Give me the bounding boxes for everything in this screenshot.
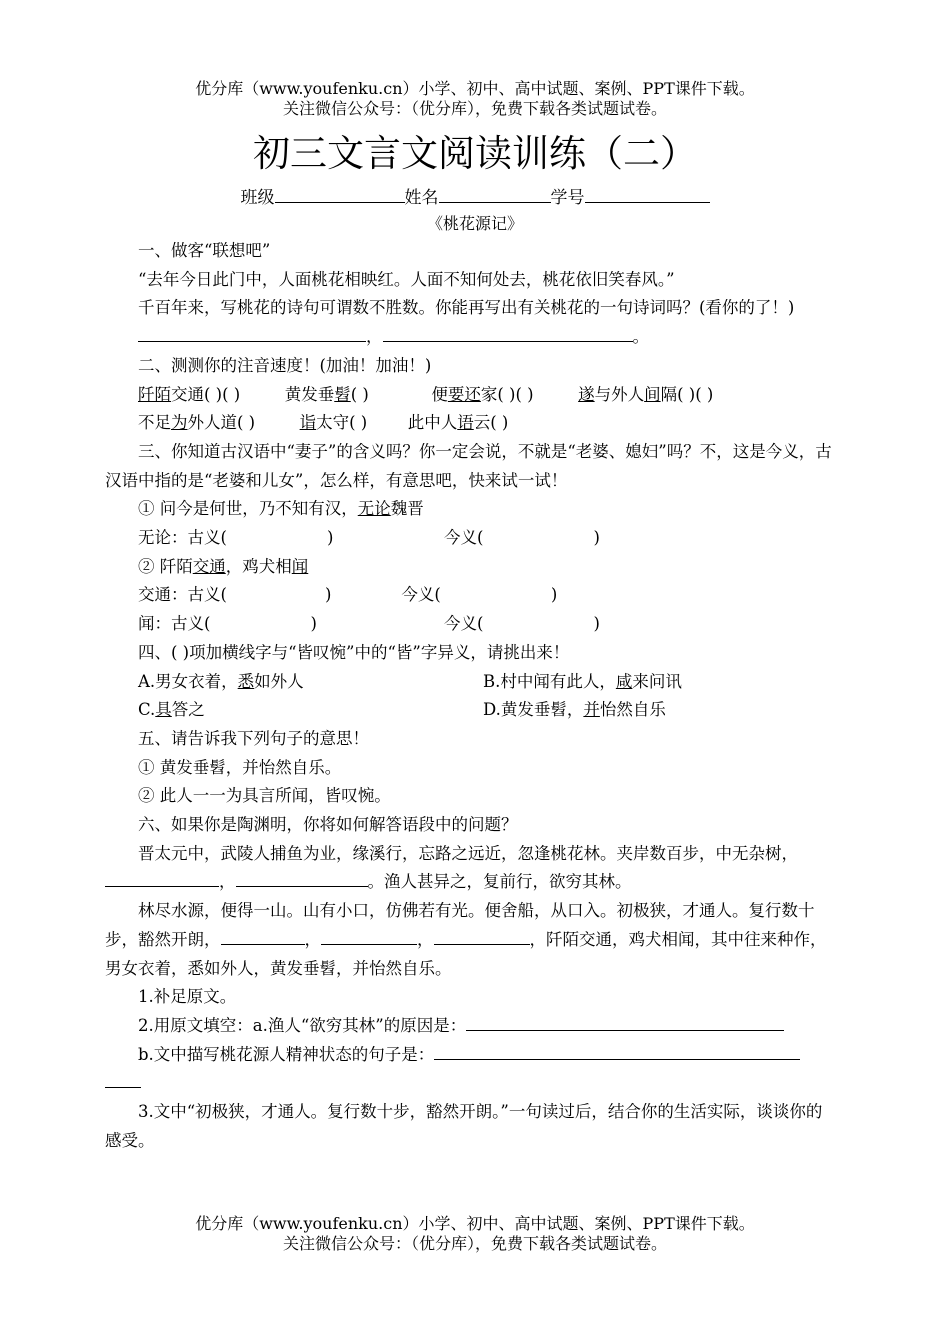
underlined-word: 遂 xyxy=(578,384,595,404)
section-3-q2-answer xyxy=(105,581,837,610)
underlined-word: 间 xyxy=(644,384,661,404)
section-3-q2 xyxy=(105,553,837,582)
section-1-answer-line xyxy=(105,323,837,352)
section-2-heading: 二、测测你的注音速度！(加油！加油！) xyxy=(138,355,432,375)
answer-blank-b[interactable] xyxy=(434,1041,800,1060)
pinyin-item-text: ( ) xyxy=(350,384,369,404)
paren-close: ) xyxy=(550,585,558,605)
options-row-2 xyxy=(105,696,837,725)
text-subtitle: 《桃花源记》 xyxy=(426,214,523,233)
underlined-word: 为 xyxy=(171,413,188,433)
section-6-heading: 六、如果你是陶渊明，你将如何解答语段中的问题？ xyxy=(138,815,518,835)
page-title: 初三文言文阅读训练（二） xyxy=(253,132,697,175)
section-3-q1 xyxy=(105,495,837,524)
section-6-passage-2 xyxy=(105,897,837,983)
passage-text: 。渔人甚异之，复前行，欲穷其林。 xyxy=(367,872,632,892)
footer-line-2: 关注微信公众号：（优分库），免费下载各类试题试卷。 xyxy=(282,1234,667,1253)
paren-close: ) xyxy=(310,614,317,634)
section-6-passage-1 xyxy=(105,840,837,897)
option-text: 答之 xyxy=(171,700,205,720)
jin-yi-label: 今义( xyxy=(444,614,484,634)
question-text: ① 问今是何世，乃不知有汉， xyxy=(138,499,358,519)
gu-yi-label: 闻：古义( xyxy=(138,614,211,634)
option-text: B.村中闻有此人， xyxy=(483,671,616,691)
underlined-word: 阡陌 xyxy=(138,384,171,404)
options-row-1 xyxy=(105,668,837,697)
underlined-word: 并 xyxy=(583,700,600,720)
fill-blank-4[interactable] xyxy=(321,926,417,945)
pinyin-row-1 xyxy=(105,381,837,410)
section-5-q1: ① 黄发垂髫，并怡然自乐。 xyxy=(138,757,342,777)
passage-text: ，阡陌交通，鸡犬相闻，其中往来种作，男女衣着，悉如外人，黄发垂髫，并怡然自乐。 xyxy=(105,929,827,978)
section-5-q2: ② 此人一一为具言所闻，皆叹惋。 xyxy=(138,786,391,806)
underlined-word: 闻 xyxy=(291,556,309,576)
underlined-word: 无论 xyxy=(357,499,391,519)
underlined-word: 悉 xyxy=(237,671,255,691)
name-label: 姓名 xyxy=(404,188,439,208)
pinyin-item-text: 太守( ) xyxy=(316,413,368,433)
question-text: 2.用原文填空：a.渔人“欲穷其林”的原因是： xyxy=(138,1015,467,1035)
name-field[interactable] xyxy=(439,184,551,203)
underlined-word: 要还 xyxy=(447,384,481,404)
option-c[interactable] xyxy=(138,696,483,725)
pinyin-item-6 xyxy=(300,413,368,432)
option-text: A.男女衣着， xyxy=(138,671,238,691)
pinyin-item-text: 此中人 xyxy=(407,413,458,433)
passage-text: ， xyxy=(304,929,321,949)
option-text: D.黄发垂髫， xyxy=(483,700,584,720)
number-label: 学号 xyxy=(550,188,585,208)
paren-close: ) xyxy=(326,528,334,548)
section-6-q2b-continued xyxy=(105,1069,837,1098)
answer-blank-1[interactable] xyxy=(138,323,366,342)
section-6-q2b xyxy=(105,1041,837,1070)
option-text: 怡然自乐 xyxy=(599,700,666,720)
pinyin-item-2 xyxy=(285,385,369,404)
question-text: ，鸡犬相 xyxy=(225,556,292,576)
class-field[interactable] xyxy=(275,184,405,203)
jin-yi-label: 今义( xyxy=(444,528,484,548)
pinyin-row-2 xyxy=(105,409,837,438)
section-6-q2 xyxy=(105,1012,837,1041)
pinyin-item-text: 外人道( ) xyxy=(187,413,256,433)
underlined-word: 髫 xyxy=(334,384,351,404)
answer-blank-a[interactable] xyxy=(466,1012,784,1031)
pinyin-item-text: 便 xyxy=(431,384,448,404)
passage-text: 林尽水源，便得一山。山有小口，仿佛若有光。便舍船，从口入。初极狭，才通人。复行数十步，豁然开朗， xyxy=(105,901,815,949)
pinyin-item-text: 交通( )( ) xyxy=(171,384,241,404)
underlined-word: 诣 xyxy=(299,413,317,433)
paren-close: ) xyxy=(593,528,600,548)
footer-line-1: 优分库（www.youfenku.cn）小学、初中、高中试题、案例、PPT课件下载。 xyxy=(195,1214,755,1233)
option-b[interactable] xyxy=(483,672,682,691)
passage-text: ， xyxy=(417,929,434,949)
section-1-poem: “去年今日此门中，人面桃花相映红。人面不知何处去，桃花依旧笑春风。” xyxy=(138,269,675,289)
option-a[interactable] xyxy=(138,668,483,697)
section-3-q3-answer xyxy=(105,610,837,639)
section-1-heading: 一、做客“联想吧” xyxy=(138,241,271,260)
student-info-line xyxy=(0,184,950,210)
pinyin-item-1 xyxy=(138,385,240,404)
question-text: 魏晋 xyxy=(390,499,424,519)
option-text: 来问讯 xyxy=(632,671,682,691)
period: 。 xyxy=(632,327,649,347)
option-d[interactable] xyxy=(483,700,666,719)
number-field[interactable] xyxy=(585,184,710,203)
option-text: 如外人 xyxy=(254,671,304,691)
passage-text: ， xyxy=(219,872,236,892)
underlined-word: 具 xyxy=(155,700,172,720)
fill-blank-5[interactable] xyxy=(434,926,530,945)
question-text: b.文中描写桃花源人精神状态的句子是： xyxy=(138,1044,435,1064)
section-3-heading: 三、你知道古汉语中“妻子”的含义吗？你一定会说，不就是“老婆、媳妇”吗？不，这是今义，古汉语中指的是“老婆和儿女”，怎么样，有意思吧，快来试一试！ xyxy=(105,441,832,490)
pinyin-item-5 xyxy=(138,413,255,432)
fill-blank-2[interactable] xyxy=(236,868,368,887)
answer-blank-b-tail[interactable] xyxy=(105,1069,141,1088)
answer-blank-2[interactable] xyxy=(383,323,633,342)
section-1-prompt: 千百年来，写桃花的诗句可谓数不胜数。你能再写出有关桃花的一句诗词吗？(看你的了！) xyxy=(138,298,795,318)
jin-yi-label: 今义( xyxy=(401,585,441,605)
exercise-body xyxy=(105,237,837,1156)
pinyin-item-text: 黄发垂 xyxy=(284,384,335,404)
section-4-heading: 四、( )项加横线字与“皆叹惋”中的“皆”字异义，请挑出来！ xyxy=(138,642,570,662)
section-6-q1: 1.补足原文。 xyxy=(138,987,237,1007)
class-label: 班级 xyxy=(240,188,275,208)
underlined-word: 交通 xyxy=(192,556,226,576)
underlined-word: 咸 xyxy=(615,671,633,691)
pinyin-item-3 xyxy=(431,385,533,404)
paren-close: ) xyxy=(593,614,600,634)
pinyin-item-text: 家( )( ) xyxy=(480,384,534,404)
comma: ， xyxy=(366,327,383,347)
gu-yi-label: 无论：古义( xyxy=(138,528,227,548)
passage-text: 晋太元中，武陵人捕鱼为业，缘溪行，忘路之远近，忽逢桃花林。夹岸数百步，中无杂树， xyxy=(138,843,798,863)
question-text: ② 阡陌 xyxy=(138,556,193,576)
pinyin-item-text: 隔( )( ) xyxy=(660,384,714,404)
header-line-2: 关注微信公众号：（优分库），免费下载各类试题试卷。 xyxy=(282,99,667,118)
header-line-1: 优分库（www.youfenku.cn）小学、初中、高中试题、案例、PPT课件下载。 xyxy=(195,79,755,98)
pinyin-item-text: 与外人 xyxy=(594,384,645,404)
fill-blank-3[interactable] xyxy=(221,926,305,945)
pinyin-item-7 xyxy=(408,413,509,432)
pinyin-item-4 xyxy=(578,385,713,404)
section-5-heading: 五、请告诉我下列句子的意思！ xyxy=(138,728,369,748)
pinyin-item-text: 云( ) xyxy=(473,413,509,433)
gu-yi-label: 交通：古义( xyxy=(138,585,227,605)
section-6-q3: 3.文中“初极狭，才通人。复行数十步，豁然开朗。”一句读过后，结合你的生活实际，谈谈你的感受。 xyxy=(105,1102,823,1150)
paren-close: ) xyxy=(324,585,332,605)
underlined-word: 语 xyxy=(457,413,474,433)
option-text: C. xyxy=(138,700,156,720)
section-3-q1-answer xyxy=(105,524,837,553)
pinyin-item-text: 不足 xyxy=(138,413,171,433)
fill-blank-1[interactable] xyxy=(105,868,219,887)
